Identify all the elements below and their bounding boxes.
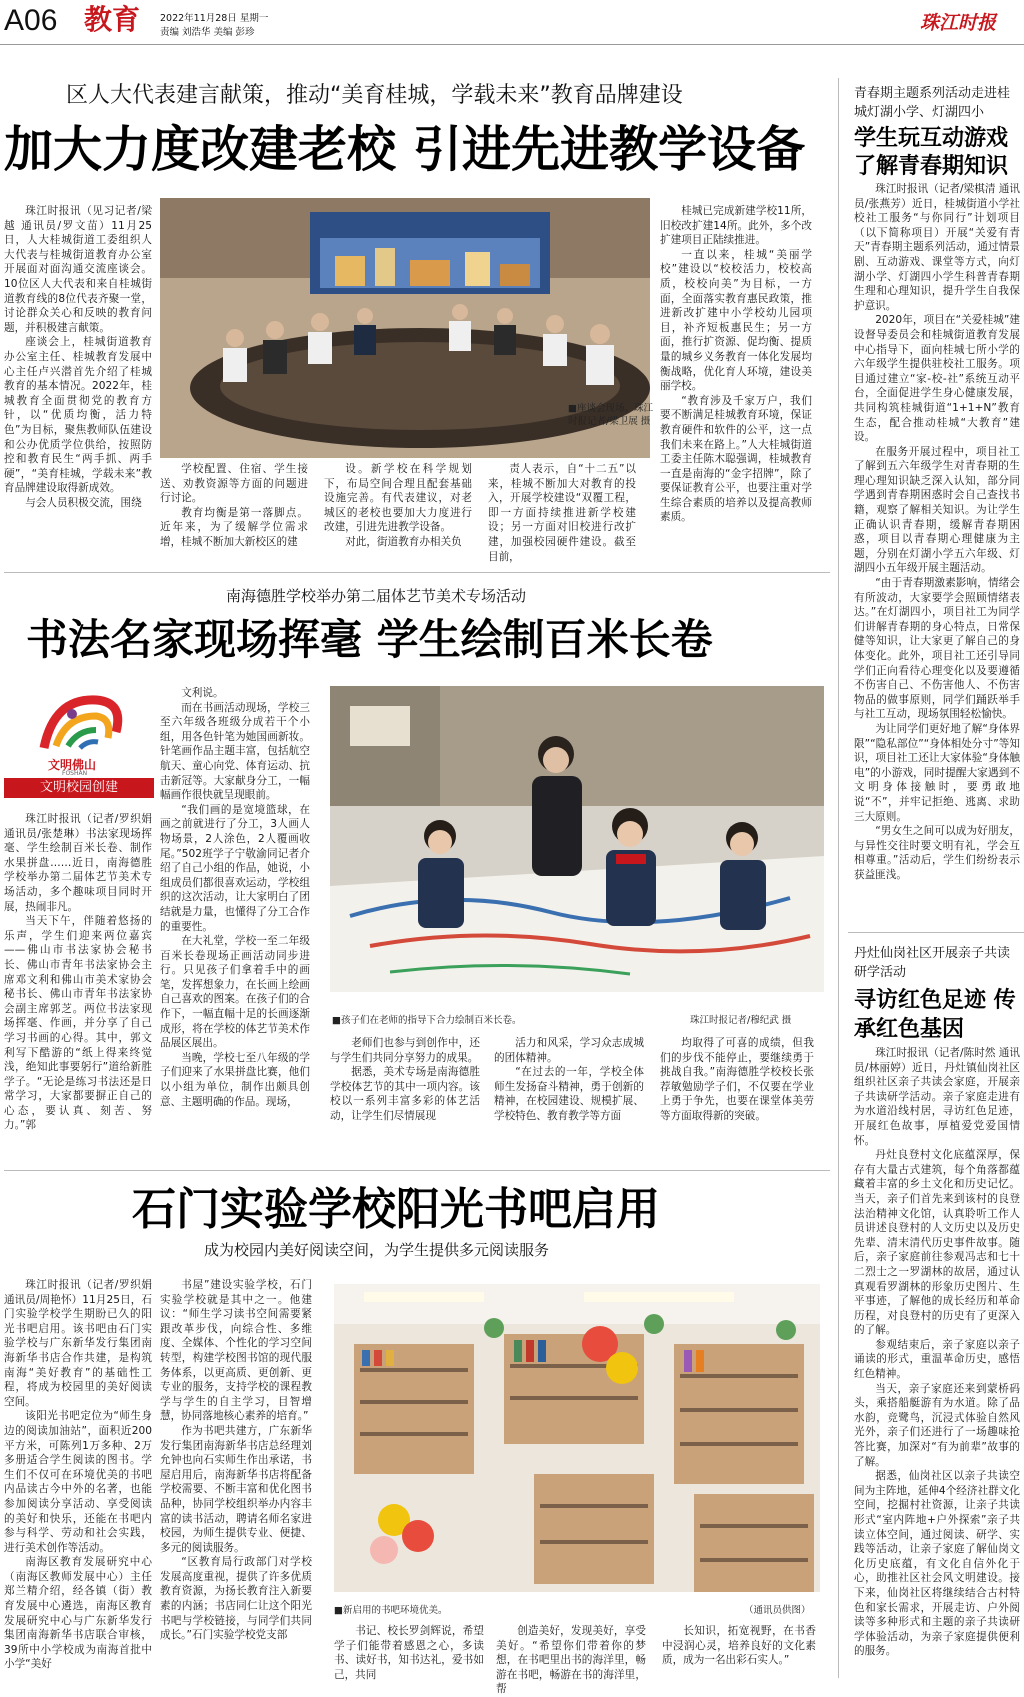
story2-credit: 珠江时报记者/穆纪武 摄 — [690, 1015, 792, 1026]
story3-col3: 书记、校长罗剑辉说，希望学子们能带着感恩之心，多读书、读好书，知书达礼，爱书如己，共同 — [334, 1625, 484, 1681]
logo-sub: FOSHAN — [62, 770, 88, 777]
story1-col2: 学校配置、住宿、学生接送、劝教资源等方面的问题进行讨论。 教育均衡是第一落脚点。近年来，为了缓解学位需求增，桂城不断加大新校区的建 — [160, 463, 308, 548]
story2-caption: ■孩子们在老师的指导下合力绘制百米长卷。 — [332, 1015, 522, 1026]
story1-caption: ■座谈会现场。珠江时报记者/梁卫展 摄 — [568, 403, 653, 427]
page-number: A06 — [4, 4, 58, 37]
story1-headline: 加大力度改建老校 引进先进教学设备 — [4, 120, 806, 178]
section-name: 教育 — [84, 3, 141, 36]
reading-bar-image — [334, 1284, 820, 1592]
story3-headline: 石门实验学校阳光书吧启用 — [132, 1184, 660, 1235]
story1-kicker: 区人大代表建言献策，推动“美育桂城，学载未来”教育品牌建设 — [66, 83, 683, 108]
children-drawing-image — [330, 686, 824, 992]
sidebar2-kicker: 丹灶仙岗社区开展亲子共读研学活动 — [854, 946, 1011, 980]
editors: 责编 刘浩华 美编 彭珍 — [160, 27, 255, 38]
sidebar1-body: 珠江时报讯（记者/梁棋清 通讯员/张燕芳）近日，桂城街道小学社校社工服务“与你同行”计划项目（以下简称项目）开展“关爱有青天”青春期主题系列活动，通过情景剧、互动游戏、课堂等方式，向灯湖小学、灯湖四小学生科普青春期生理和心理知识，提升学生自我保护意识。 2020年，项目在“关爱桂城”建设督导委员会和桂城街道教育发展中心指导下，面向桂城七所小学的六年级学生提供驻校社工服务。项目通过建立“家-校-社”系统互动平台，全面促进学生身心健康发展，共同构筑桂城街道“1+1+N”教育生态，配合推动桂城“大教育”建设。 在服务开展过程中，项目社工了解到五六年级学生对青春期的生理心理知识缺乏深入认知，部分同学遇到青春期困惑时会自己查找书籍，观察了解相关知识。为让学生正确认识青春期，缓解青春期困惑，项目以青春期心理健康为主题，分别在灯湖小学五六年级、灯湖四小五年级开展主题活动。 “由于青春期激素影响，情绪会有所波动，大家要学会照顾情绪表达。”在灯湖四小，项目社工为同学们讲解青春期的身心特点，日常保健等知识，让大家更了解自己的身体变化。此外，项目社工还引导同学们正向看待心理变化以及要遵循不伤害自己、不伤害他人、不伤害物品的做事原则，同学们踊跃举手与社工互动，现场氛围轻松愉快。 为让同学们更好地了解“身体界限”“隐私部位”“身体相处分寸”等知识，项目社工还让大家体验“身体触电”的小游戏，同时提醒大家遇到不文明身体接触时，要勇敢地说“不”，并牢记拒绝、逃离、求助三大原则。 “男女生之间可以成为好朋友，与异性交往时要文明有礼，学会互相尊重。”活动后，学生们纷纷表示获益匪浅。 — [854, 183, 1020, 881]
paper-logo: 珠江时报 — [920, 12, 997, 34]
story2-kicker: 南海德胜学校举办第二届体艺节美术专场活动 — [226, 587, 527, 605]
logo-banner: 文明校园创建 — [4, 778, 154, 798]
sidebar1-headline: 学生玩互动游戏 了解青春期知识 — [854, 125, 1009, 179]
story3-photo — [334, 1284, 820, 1592]
story-divider-1 — [4, 572, 830, 573]
story3-subhead: 成为校园内美好阅读空间，为学生提供多元阅读服务 — [204, 1241, 550, 1259]
story2-photo — [330, 686, 824, 992]
column-divider — [838, 78, 839, 1678]
story2-col5: 均取得了可喜的成绩，但我们的步伐不能停止，要继续勇于挑战自我。”南海德胜学校校长张荐敏勉励学子们，不仅要在学业上勇于争先，也要在课堂体美劳等方面取得新的突破。 — [660, 1037, 814, 1122]
header-rule — [0, 44, 1024, 45]
story3-caption: ■新启用的书吧环境优美。 — [334, 1605, 448, 1616]
story3-col2: 书屋”建设实验学校，石门实验学校就是其中之一。他建议：“师生学习读书空间需要紧跟改革步伐，向综合性、多维度、全媒体、个性化的学习空间转型，构建学校图书馆的现代服务体系，以更高质、更创新、更专业的服务，支持学校的课程教学与学生的自主学习，目智增慧，协同落地核心素养的培育。” 作为书吧共建方，广东新华发行集团南海新华书店总经理刘允钟也向石实师生作出承诺，书屋启用后，南海新华书店将配备学校需要、不断丰富和优化图书品种，协同学校组织举办内容丰富的读书活动，聘请名师名家进校园，为师生提供专业、便捷、多元的阅读服务。 “区教育局行政部门对学校发展高度重视，提供了许多优质教育资源，为扬长教育注入新要素的内涵；书店同仁让这个阳光书吧与学校链接，与同学们共同成长。”石门实验学校党支部 — [160, 1279, 312, 1642]
sidebar2-body: 珠江时报讯（记者/陈时然 通讯员/林丽婷）近日，丹灶镇仙岗社区组织社区亲子共读会家庭，开展亲子共读研学活动。亲子家庭走进有为水道沿线村居，寻访红色足迹，开展红色故事，厚植爱党爱国情怀。 丹灶良登村文化底蕴深厚，保存有大量古式建筑，每个角落都蕴藏着丰富的乡土文化和历史记忆。当天，亲子们首先来到该村的良登法治精神文化馆，认真聆听工作人员讲述良登村的人文历史以及历史先辈、清末清代历史事件故事。随后，亲子家庭前往参观冯志和七十二烈士之一罗湖林的故居，通过认真观看罗湖林的形象历史图片、生平事迹，了解他的成长经历和革命历程，对良登村的历史有了更深入的了解。 参观结束后，亲子家庭以亲子诵读的形式，重温革命历史，感悟红色精神。 当天，亲子家庭还来到蒙桥码头，乘搭船艇游有为水道。除了品水韵，竞鹭鸟，沉浸式体验自然风光外，亲子们还进行了一场趣味抢答比赛，加深对“有为前辈”故事的了解。 据悉，仙岗社区以亲子共读空间为主阵地，延伸4个经济社群文化空间，挖掘村社资源，让亲子共读形式“室内阵地+户外探索”亲子共读立体空间，通过阅读、研学、实践等活动，让亲子家庭了解仙岗文化历史底蕴，有文化自信外化于心，助推社区社会风文明建设。接下来，仙岗社区将继续结合古村特色和家长需求，开展走访、户外阅读等多种形式和主题的亲子共读研学体验活动，为亲子家庭提供便利的服务。 — [854, 1047, 1020, 1658]
issue-date: 2022年11月28日 星期一 — [160, 13, 269, 24]
masthead — [0, 0, 1024, 44]
story2-headline: 书法名家现场挥毫 学生绘制百米长卷 — [26, 615, 713, 664]
story2-col2: 文利说。 而在书画活动现场，学校三至六年级各班级分成若干个小组，用各色针笔为她国画新妆。针笔画作品主题丰富，包括航空航天、童心向党、体育运动、抗击新冠等。大家献身分工，一幅幅画作很快就呈现眼前。 “我们画的是宽境篮球，在画之前就进行了分工，3人画人物场景，2人涂色，2人覆画收尾。”502班学子宁敬渝同记者介绍了自己小组的作品，她说，小组成员们都很喜欢运动，学校组织的这次活动，让大家明白了团结就是力量，也懂得了分工合作的重要性。 在大礼堂，学校一至二年级百米长卷现场正画活动同步进行。只见孩子们拿着手中的画笔，发挥想象力，在长画上绘画自己喜欢的图案。在孩子们的合作下，一幅直幅十足的长画逐渐成形，将在学校的体艺节美术作品展区展出。 当晚，学校七至八年级的学子们迎来了水果拼盘比赛，他们以小组为单位，制作出颇具创意、主题明确的作品。现场， — [160, 687, 310, 1108]
civilized-foshan-logo — [4, 686, 154, 798]
story3-col4: 创造美好，发现美好，享受美好。“希望你们带着你的梦想，在书吧里出书的海洋里，畅游在书吧，畅游在书的海洋里，帮 — [496, 1625, 646, 1696]
story2-col4: 活力和风采，学习众志成城的团体精神。 “在过去的一年，学校全体师生发扬奋斗精神，勇于创新的精神，在校园建设、规模扩展、学校特色、教育教学等方面 — [494, 1037, 644, 1122]
foshan-logo-icon — [4, 686, 154, 766]
story3-col5: 长知识，拓宽视野，在书香中浸润心灵，培养良好的文化素质，成为一名出彩石实人。” — [662, 1625, 816, 1667]
story1-col3: 设。新学校在科学规划下，布局空间合理且配套基础设施完善。有代表建议，对老城区的老校也要加大力度进行改建，引进先进教学设备。 对此，街道教育办相关负 — [324, 463, 472, 548]
sidebar1-kicker: 青春期主题系列活动走进桂城灯湖小学、灯湖四小 — [854, 86, 1011, 120]
sidebar2-headline: 寻访红色足迹 传承红色基因 — [854, 987, 1016, 1042]
story1-col4: 责人表示，自“十二五”以来，桂城不断加大对教育的投入，开展学校建设“双覆工程，即一方面持续推进新学校建设；另一方面对旧校进行改扩建，加强校园硬件建设。截至目前， — [488, 463, 636, 563]
story2-col3: 老师们也参与到创作中，还与学生们共同分享努力的成果。 据悉，美术专场是南海德胜学校体艺节的其中一项内容。该校以一系列丰富多彩的体艺活动，让学生们尽情展现 — [330, 1037, 480, 1122]
story1-col5: 桂城已完成新建学校11所，旧校改扩建14所。此外，多个改扩建项目正陆续推进。 一直以来，桂城“美丽学校”建设以“校校活力，校校高质，校校向美”为目标，一方面，全面落实教育惠民政策，推进新改扩建中小学校幼儿园项目，补齐短板惠民生；另一方面，推行扩资源、促均衡、提质量的城乡义务教育一体化发展均衡战略，优化育人环境，建设美丽学校。 “教育涉及千家万户，我们要不断满足桂城教育环境，保证教育硬件和软件的公平，这一点我们未来在路上。”人大桂城街道工委主任陈木聪强调，桂城教育一直是南海的“金字招牌”，除了要保证教育公平，也要注重对学生综合素质的培养以及提高教师素质。 — [660, 205, 812, 524]
story-divider-2 — [4, 1170, 830, 1171]
sidebar-divider — [848, 932, 1024, 933]
story3-col1: 珠江时报讯（记者/罗织娟 通讯员/周艳怀）11月25日，石门实验学校学生期盼已久的阳光书吧启用。该书吧由石门实验学校与广东新华发行集团南海新华书店合作共建，是构筑南海“美好教育”的基础性工程，将成为校园里的美好阅读空间。 该阳光书吧定位为“师生身边的阅读加油站”，面积近200平方米，可陈列1万多种、2万多册适合学生阅读的图书。学生们不仅可在环境优美的书吧内品读古今中外的名著，也能参加阅读分享活动、享受阅读的美好和快乐，还能在书吧内参与科学、劳动和社会实践，进行美术创作等活动。 南海区教育发展研究中心（南海区教师发展中心）主任郑兰精介绍，经各镇（街）教育发展中心遴选，南海区教育发展研究中心与广东新华发行集团南海新华书店联合审核，39所中小学校成为南海首批中小学“美好 — [4, 1279, 152, 1671]
story1-col1: 珠江时报讯（见习记者/梁越 通讯员/罗文苗）11月25日，人大桂城街道工委组织人大代表与桂城街道教育办公室开展面对面沟通交流座谈会。10位区人大代表和来自桂城街道教育线的8位代表齐聚一堂，讨论群众关心和反映的教育问题，并积极建言献策。 座谈会上，桂城街道教育办公室主任、桂城教育发展中心主任卢兴潜首先介绍了桂城教育的基本情况。2022年，桂城教育全面贯彻党的教育方针，以“优质均衡，活力特色”为目标，聚焦教师队伍建设和公办优质学位供给，按照防控和教育民生“两手抓、两手硬”，“美育桂城，学载未来”教育品牌建设取得新成效。 与会人员积极交流，围绕 — [4, 205, 152, 509]
story2-col1: 珠江时报讯（记者/罗织娟 通讯员/张楚琳）书法家现场挥毫、学生绘制百米长卷、制作水果拼盘……近日，南海德胜学校举办第二届体艺节美术专场活动，多个趣味项目同时开展，热闹非凡。 当天下午，伴随着悠扬的乐声，学生们迎来两位嘉宾——佛山市书法家协会秘书长、佛山市青年书法家协会主席邓文利和佛山市美术家协会秘书长、佛山市青年书法家协会副主席郭芝。两位书法家现场挥毫、作画，并分享了自己学习书画的心得。其中，郭文利写下酷游的“纸上得来终觉浅，绝知此事要躬行”道给新胜学子。“无论是练习书法还是日常学习，大家都要摒正自己的心态，要认真、刻苦、努力。”郭 — [4, 813, 152, 1132]
story3-credit: （通讯员供图） — [744, 1605, 811, 1616]
logo-text: 文明佛山 — [48, 758, 97, 772]
